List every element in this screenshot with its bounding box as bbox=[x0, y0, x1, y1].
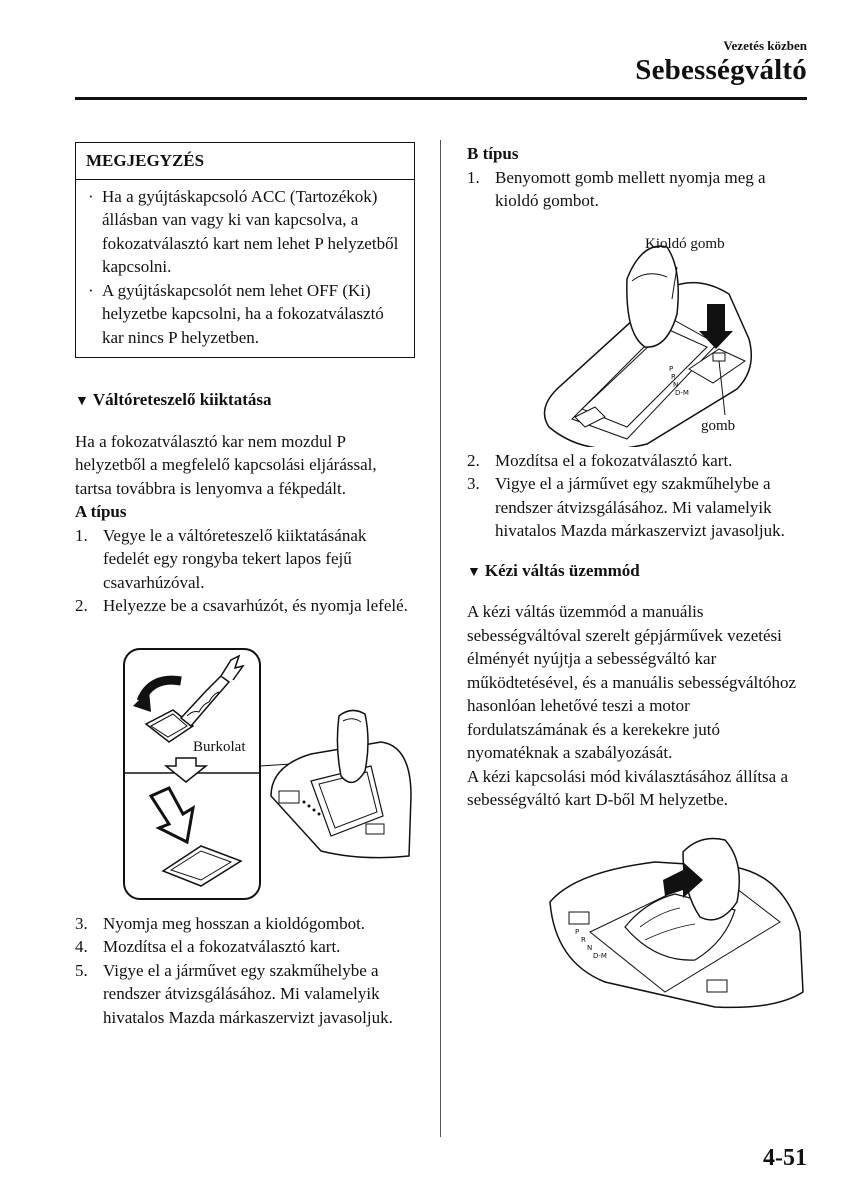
svg-text:R: R bbox=[671, 372, 676, 381]
note-box bbox=[75, 142, 415, 358]
list-item-number: 1. bbox=[75, 525, 88, 545]
svg-text:P: P bbox=[575, 927, 580, 936]
list-item bbox=[75, 912, 415, 936]
section-label: Vezetés közben bbox=[723, 38, 807, 53]
page-number: 4-51 bbox=[763, 1145, 807, 1171]
list-item bbox=[467, 166, 812, 213]
list-item-number: 3. bbox=[75, 913, 88, 933]
steps-b2-list bbox=[467, 449, 812, 543]
list-item-number: 3. bbox=[467, 474, 480, 493]
steps-a2-list bbox=[75, 912, 415, 1030]
note-item bbox=[88, 279, 404, 350]
list-item-text: Benyomott gomb mellett nyomja meg a kioldó gombot. bbox=[495, 167, 766, 210]
override-heading-text: Váltóreteszelő kiiktatása bbox=[92, 390, 272, 409]
manual-paragraph-1: A kézi váltás üzemmód a manuális sebességváltóval szerelt gépjárművek vezetési élményét nyújtja a sebességváltó kar működtetésével, és a manuális sebességváltóhoz hasonlóan lehetővé teszi a motor fordulatszámának és a kerekekre jutó nyomatéknak a szabályozását. bbox=[467, 602, 797, 762]
figure-b-label-bottom: gomb bbox=[701, 417, 736, 434]
left-column bbox=[75, 142, 415, 1029]
figure-a-drawing bbox=[121, 646, 421, 906]
svg-text:N: N bbox=[587, 943, 593, 952]
list-item-text: Vigye el a járművet egy szakműhelybe a rendszer átvizsgálásához. Mi valamelyik hivatalos Mazda márkaszervizt javasoljuk. bbox=[103, 960, 393, 1027]
column-divider bbox=[440, 140, 441, 1137]
header-rule bbox=[75, 97, 807, 100]
list-item-number: 5. bbox=[75, 960, 88, 980]
list-item-text: Mozdítsa el a fokozatválasztó kart. bbox=[103, 937, 341, 956]
override-intro: Ha a fokozatválasztó kar nem mozdul P helyzetből a megfelelő kapcsolási eljárással, tartsa továbbra is lenyomva a fékpedált. bbox=[75, 431, 377, 498]
list-item bbox=[467, 472, 812, 543]
list-item-text: Vegye le a váltóreteszelő kiiktatásának fedelét egy rongyba tekert lapos fejű csavarhúzóval. bbox=[103, 525, 367, 592]
right-column bbox=[467, 142, 812, 1017]
page-title: Sebességváltó bbox=[635, 54, 807, 86]
bullet-icon: · bbox=[88, 280, 94, 300]
list-item-number: 2. bbox=[75, 596, 88, 615]
svg-text:D-M: D-M bbox=[675, 388, 689, 397]
list-item-number: 1. bbox=[467, 167, 480, 187]
manual-heading-text: Kézi váltás üzemmód bbox=[484, 560, 640, 580]
manual-paragraph-2: A kézi kapcsolási mód kiválasztásához állítsa a sebességváltó kart D-ből M helyzetbe. bbox=[467, 766, 789, 809]
figure-b-label-top: Kioldó gomb bbox=[645, 235, 725, 252]
note-item-text: A gyújtáskapcsolót nem lehet OFF (Ki) helyzetbe kapcsolni, ha a fokozatválasztó kar nincs P helyzetben. bbox=[102, 280, 384, 347]
list-item bbox=[75, 594, 415, 618]
figure-c bbox=[545, 832, 810, 1017]
figure-b bbox=[467, 219, 812, 447]
list-item-text: Mozdítsa el a fokozatválasztó kart. bbox=[495, 450, 733, 470]
list-item bbox=[467, 449, 812, 473]
triangle-down-icon: ▼ bbox=[467, 564, 481, 580]
figure-b-drawing bbox=[467, 219, 812, 447]
type-a-label: A típus bbox=[75, 502, 127, 521]
list-item bbox=[75, 524, 415, 595]
svg-text:N: N bbox=[673, 380, 679, 389]
svg-text:P: P bbox=[669, 364, 674, 373]
manual-heading bbox=[467, 559, 812, 585]
triangle-down-icon: ▼ bbox=[75, 394, 89, 409]
note-item-text: Ha a gyújtáskapcsoló ACC (Tartozékok) állásban van vagy ki van kapcsolva, a fokozatválasztó kart nem lehet P helyzetből kapcsolni. bbox=[102, 186, 399, 276]
list-item-text: Helyezze be a csavarhúzót, és nyomja lefelé. bbox=[103, 596, 408, 615]
note-item bbox=[88, 185, 404, 279]
steps-b-list bbox=[467, 166, 812, 213]
note-heading: MEGJEGYZÉS bbox=[76, 143, 414, 180]
list-item-text: Nyomja meg hosszan a kioldógombot. bbox=[103, 913, 366, 933]
type-b-label: B típus bbox=[467, 144, 519, 163]
svg-text:D-M: D-M bbox=[593, 951, 607, 960]
steps-a-list bbox=[75, 524, 415, 618]
override-heading bbox=[75, 388, 415, 414]
list-item bbox=[75, 935, 415, 959]
note-body bbox=[76, 180, 414, 358]
list-item-number: 4. bbox=[75, 937, 88, 956]
list-item-number: 2. bbox=[467, 450, 480, 470]
figure-a bbox=[121, 646, 421, 906]
figure-c-drawing bbox=[545, 832, 810, 1017]
list-item bbox=[75, 959, 415, 1030]
svg-text:R: R bbox=[581, 935, 586, 944]
figure-a-label: Burkolat bbox=[193, 738, 246, 755]
list-item-text: Vigye el a járművet egy szakműhelybe a rendszer átvizsgálásához. Mi valamelyik hivatalos Mazda márkaszervizt javasoljuk. bbox=[495, 474, 785, 540]
bullet-icon: · bbox=[88, 186, 94, 206]
